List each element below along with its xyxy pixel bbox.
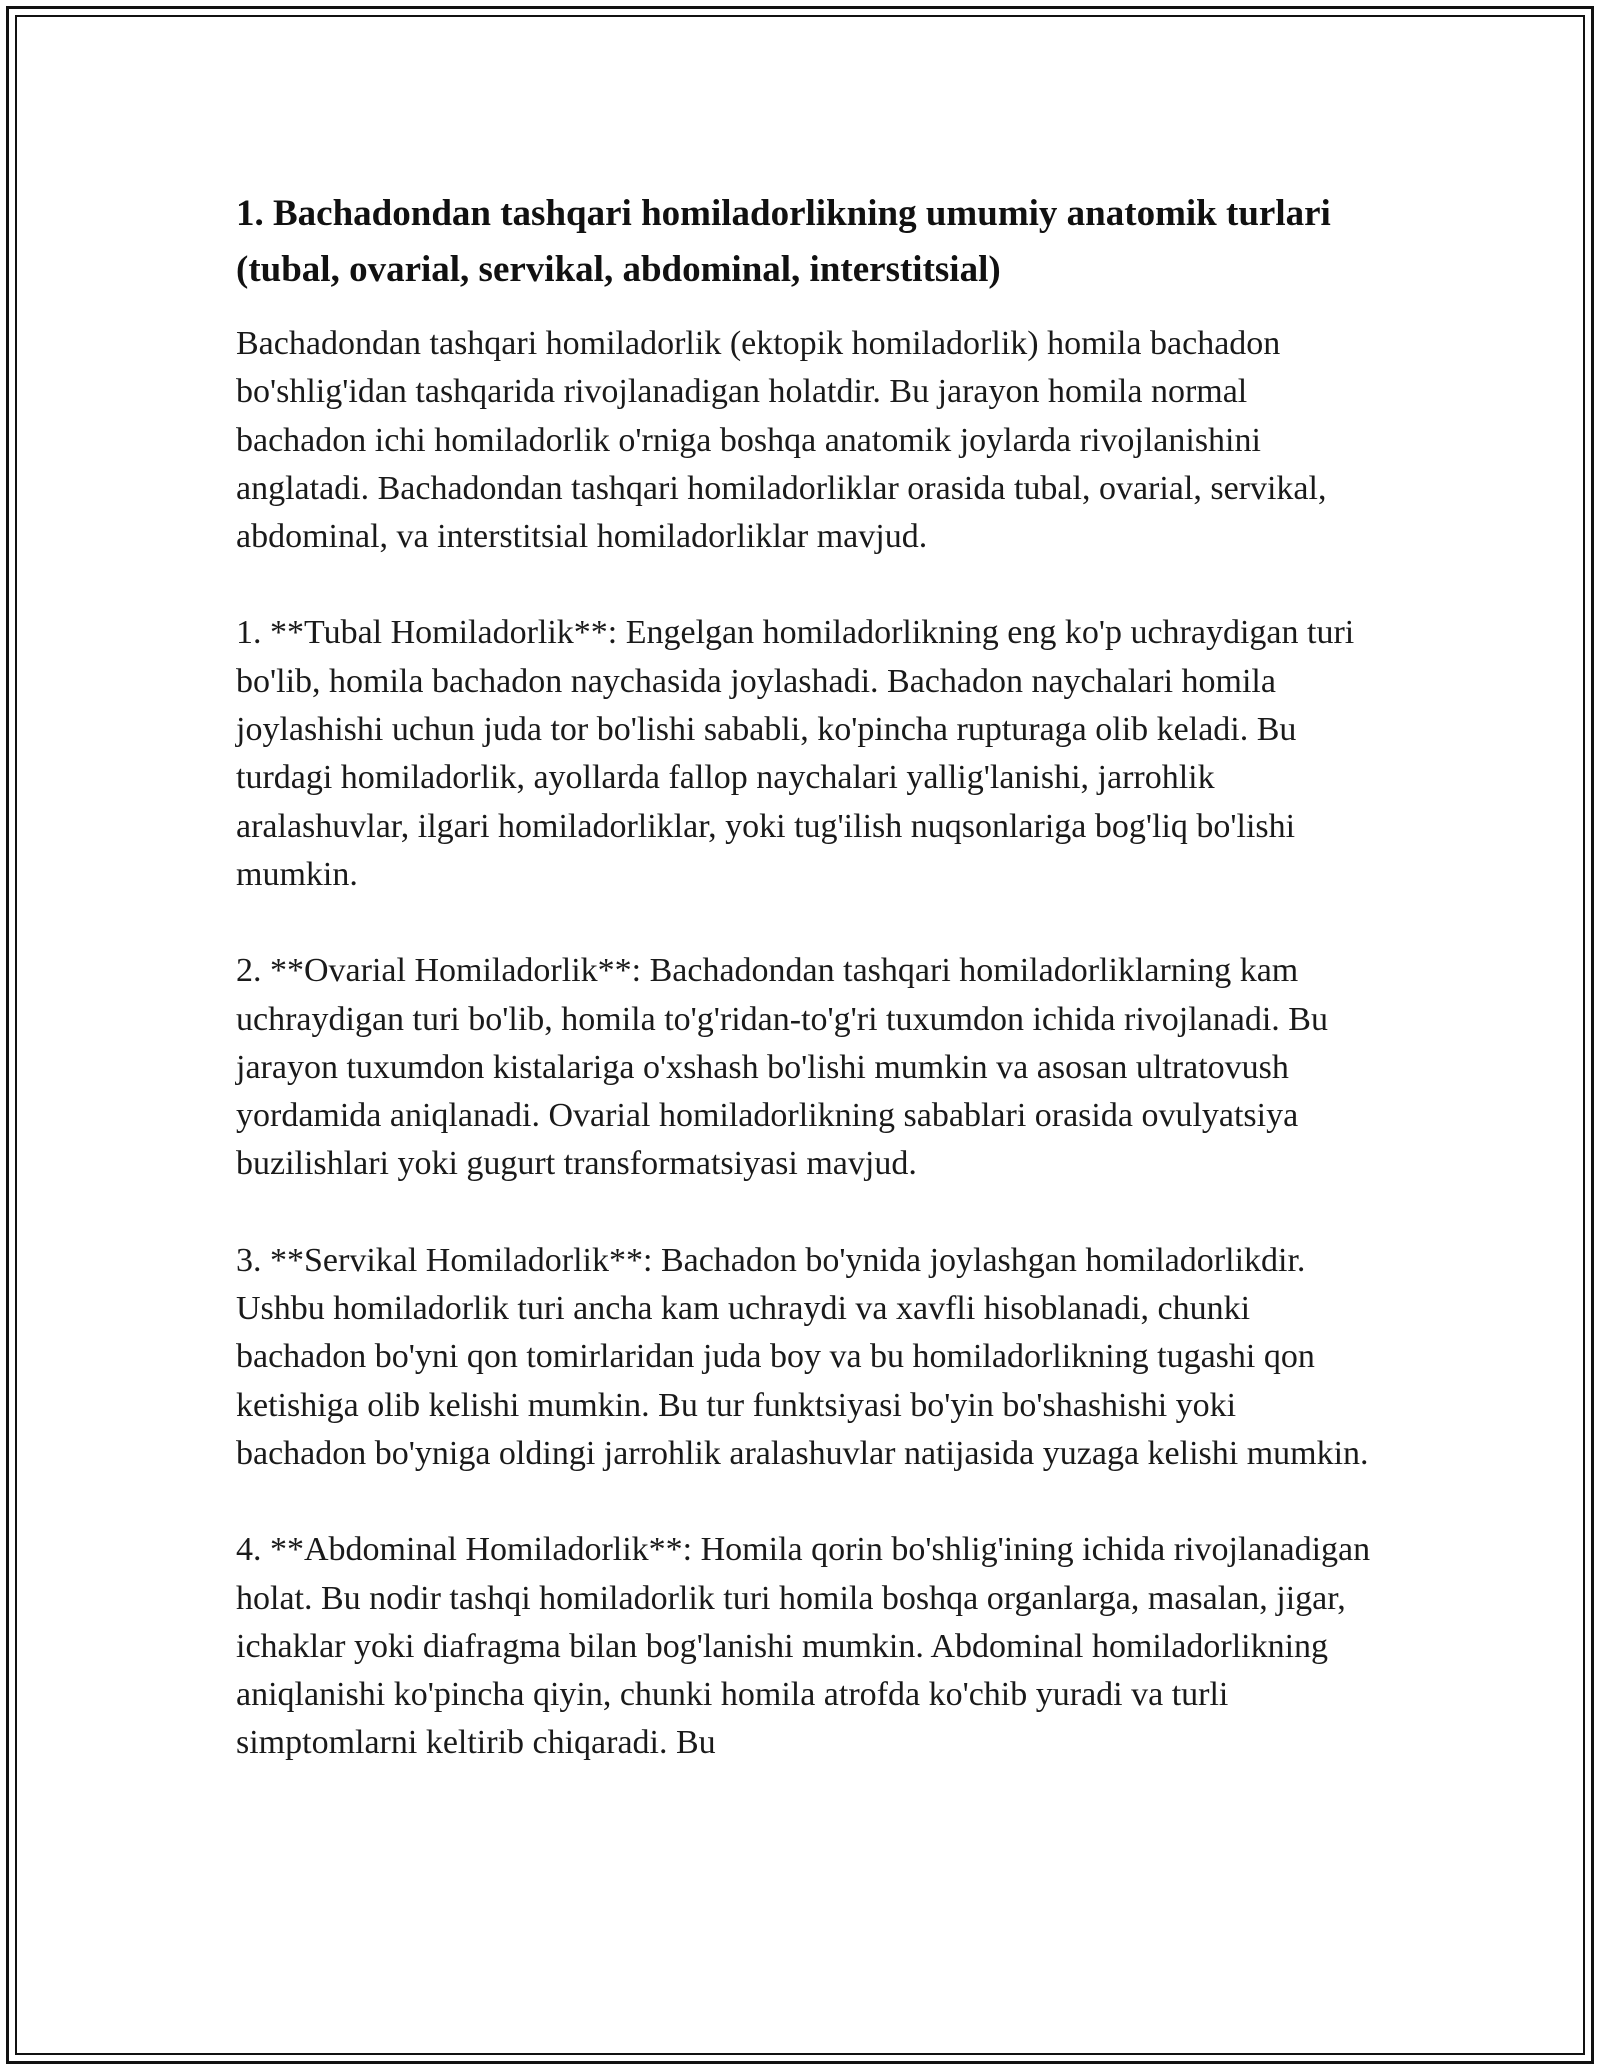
paragraph-servikal: 3. **Servikal Homiladorlik**: Bachadon bo'ynida joylashgan homiladorlikdir. Ushbu homiladorlik turi ancha kam uchraydi va xavfli hisoblanadi, chunki bachadon bo'yni qon tomirlaridan juda boy va bu homiladorlikning tugashi qon ketishiga olib kelishi mumkin. Bu tur funktsiyasi bo'yin bo'shashishi yoki bachadon bo'yniga oldingi jarrohlik aralashuvlar natijasida yuzaga kelishi mumkin. <box>236 1241 1369 1472</box>
paragraph-intro: Bachadondan tashqari homiladorlik (ektopik homiladorlik) homila bachadon bo'shlig'idan tashqarida rivojlanadigan holatdir. Bu jarayon homila normal bachadon ichi homiladorlik o'rniga boshqa anatomik joylarda rivojlanishini anglatadi. Bachadondan tashqari homiladorliklar orasida tubal, ovarial, servikal, abdominal, va interstitsial homiladorliklar mavjud. <box>236 325 1327 556</box>
paragraph-ovarial: 2. **Ovarial Homiladorlik**: Bachadondan tashqari homiladorliklarning kam uchraydigan turi bo'lib, homila to'g'ridan-to'g'ri tuxumdon ichida rivojlanadi. Bu jarayon tuxumdon kistalariga o'xshash bo'lishi mumkin va asosan ultratovush yordamida aniqlanadi. Ovarial homiladorlikning sabablari orasida ovulyatsiya buzilishlari yoki gugurt transformatsiyasi mavjud. <box>236 952 1328 1183</box>
paragraph-abdominal: 4. **Abdominal Homiladorlik**: Homila qorin bo'shlig'ining ichida rivojlanadigan holat. Bu nodir tashqi homiladorlik turi homila boshqa organlarga, masalan, jigar, ichaklar yoki diafragma bilan bog'lanishi mumkin. Abdominal homiladorlikning aniqlanishi ko'pincha qiyin, chunki homila atrofda ko'chib yuradi va turli simptomlarni keltirib chiqaradi. Bu <box>236 1531 1371 1762</box>
document-title: 1. Bachadondan tashqari homiladorlikning umumiy anatomik turlari (tubal, ovarial, servikal, abdominal, interstitsial) <box>236 193 1331 290</box>
paragraph-tubal: 1. **Tubal Homiladorlik**: Engelgan homiladorlikning eng ko'p uchraydigan turi bo'lib, homila bachadon naychasida joylashadi. Bachadon naychalari homila joylashishi uchun juda tor bo'lishi sababli, ko'pincha rupturaga olib keladi. Bu turdagi homiladorlik, ayollarda fallop naychalari yallig'lanishi, jarrohlik aralashuvlar, ilgari homiladorliklar, yoki tug'ilish nuqsonlariga bog'liq bo'lishi mumkin. <box>236 614 1355 893</box>
document-body <box>236 186 1372 1816</box>
